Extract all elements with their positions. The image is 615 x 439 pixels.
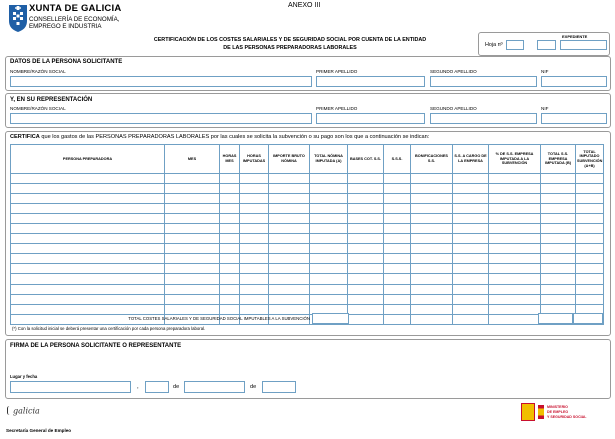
table-cell-input[interactable] (269, 284, 310, 294)
conselleria-line2: EMPREGO E INDUSTRIA (29, 23, 102, 30)
table-cell-input[interactable] (165, 254, 220, 264)
table-cell-input[interactable] (576, 254, 604, 264)
table-cell-input[interactable] (453, 234, 489, 244)
table-cell-input[interactable] (348, 254, 384, 264)
table-cell-input[interactable] (384, 294, 411, 304)
secretaria-label: Secretaría General de Empleo (6, 428, 72, 433)
representante-nif-input[interactable] (541, 113, 607, 124)
table-cell-input[interactable] (310, 194, 348, 204)
table-cell-input[interactable] (411, 254, 453, 264)
table-cell-input[interactable] (165, 214, 220, 224)
table-cell-input[interactable] (453, 254, 489, 264)
col-horas-mes: HORAS MES (220, 145, 240, 174)
col-total-imputado: TOTAL IMPUTADO SUBVENCIÓN (A+B) (576, 145, 604, 174)
table-row (11, 304, 604, 314)
table-cell-input[interactable] (453, 184, 489, 194)
costes-table (10, 144, 604, 325)
table-cell-input[interactable] (489, 264, 541, 274)
expediente-label: EXPEDIENTE (562, 34, 588, 39)
table-cell-input[interactable] (453, 204, 489, 214)
representante-apellido1-label: PRIMER APELLIDO (316, 106, 358, 111)
table-cell-input[interactable] (453, 174, 489, 184)
table-cell-input[interactable] (384, 224, 411, 234)
table-cell-input[interactable] (411, 284, 453, 294)
table-cell-input[interactable] (240, 184, 269, 194)
solicitante-heading: DATOS DE LA PERSONA SOLICITANTE (10, 59, 123, 65)
table-cell-input[interactable] (348, 214, 384, 224)
table-cell-input[interactable] (269, 244, 310, 254)
table-cell-input[interactable] (384, 254, 411, 264)
table-cell-input[interactable] (384, 234, 411, 244)
hoja-label: Hoja nº (485, 42, 503, 48)
table-cell-input[interactable] (541, 184, 576, 194)
table-cell-input[interactable] (11, 204, 165, 214)
table-cell-input[interactable] (384, 184, 411, 194)
col-ss-cargo-empresa: S.S. A CARGO DE LA EMPRESA (453, 145, 489, 174)
ministerio-line3: Y SEGURIDAD SOCIAL (547, 415, 587, 419)
table-cell-input[interactable] (411, 224, 453, 234)
table-cell-input[interactable] (165, 204, 220, 214)
solicitante-apellido2-label: SEGUNDO APELLIDO (430, 69, 477, 74)
form-title-line1: CERTIFICACIÓN DE LOS COSTES SALARIALES Y DE SEGURIDAD SOCIAL POR CUENTA DE LA ENTIDAD (153, 37, 427, 43)
total-imputado-input[interactable] (573, 313, 603, 324)
table-cell-input[interactable] (240, 174, 269, 184)
solicitante-nif-label: NIF (541, 69, 549, 74)
table-cell-input[interactable] (11, 264, 165, 274)
table-cell-input[interactable] (384, 264, 411, 274)
table-cell-input[interactable] (310, 204, 348, 214)
total-ss-empresa-input[interactable] (538, 313, 573, 324)
table-cell-input[interactable] (220, 184, 240, 194)
hoja-of-input[interactable] (537, 40, 556, 50)
table-cell-input[interactable] (11, 214, 165, 224)
table-cell-input[interactable] (11, 184, 165, 194)
table-cell-input[interactable] (384, 174, 411, 184)
table-cell-input[interactable] (240, 204, 269, 214)
table-cell-input[interactable] (165, 184, 220, 194)
table-cell-input[interactable] (489, 304, 541, 314)
table-cell-input[interactable] (11, 224, 165, 234)
table-cell-input[interactable] (411, 244, 453, 254)
table-cell-input[interactable] (489, 244, 541, 254)
table-cell-input[interactable] (541, 194, 576, 204)
table-cell-input[interactable] (541, 174, 576, 184)
table-cell-input[interactable] (576, 294, 604, 304)
table-cell-input[interactable] (576, 224, 604, 234)
table-cell-input[interactable] (348, 184, 384, 194)
table-row (11, 254, 604, 264)
table-cell-input[interactable] (348, 284, 384, 294)
table-cell-input[interactable] (240, 194, 269, 204)
table-cell-input[interactable] (11, 244, 165, 254)
table-cell-input[interactable] (165, 274, 220, 284)
col-total-nomina: TOTAL NÓMINA IMPUTADA (A) (310, 145, 348, 174)
table-cell-input[interactable] (348, 234, 384, 244)
table-cell-input[interactable] (489, 204, 541, 214)
table-cell-input[interactable] (165, 224, 220, 234)
table-cell-input[interactable] (576, 214, 604, 224)
table-cell-input[interactable] (165, 194, 220, 204)
representante-heading: Y, EN SU REPRESENTACIÓN (10, 97, 93, 103)
table-cell-input[interactable] (541, 244, 576, 254)
table-cell-input[interactable] (220, 194, 240, 204)
table-cell-input[interactable] (541, 214, 576, 224)
lugar-fecha-label: Lugar y fecha (10, 374, 38, 379)
table-cell-input[interactable] (489, 224, 541, 234)
col-bases-cot: BASES COT. S.S. (348, 145, 384, 174)
table-cell-input[interactable] (11, 284, 165, 294)
table-cell-input[interactable] (489, 284, 541, 294)
col-mes: MES (165, 145, 220, 174)
fecha-de-label-2: de (250, 384, 257, 390)
table-cell-input[interactable] (384, 204, 411, 214)
galicia-logo-text: galicia (13, 406, 40, 416)
form-title-line2: DE LAS PERSONAS PREPARADORAS LABORALES (223, 45, 357, 51)
table-cell-input[interactable] (310, 184, 348, 194)
table-cell-input[interactable] (411, 204, 453, 214)
table-cell-input[interactable] (453, 304, 489, 314)
solicitante-apellido2-input[interactable] (430, 76, 537, 87)
table-row (11, 224, 604, 234)
table-cell-input[interactable] (220, 244, 240, 254)
costes-table-body (11, 174, 604, 325)
table-cell-input[interactable] (576, 234, 604, 244)
table-cell-input[interactable] (220, 304, 240, 314)
table-cell-input[interactable] (240, 294, 269, 304)
table-cell-input[interactable] (165, 244, 220, 254)
table-cell-input[interactable] (541, 294, 576, 304)
mes-input[interactable] (184, 381, 245, 393)
col-sss: S.S.S. (384, 145, 411, 174)
table-cell-input[interactable] (384, 314, 411, 324)
table-row (11, 194, 604, 204)
table-cell-input[interactable] (348, 314, 384, 324)
table-cell-input[interactable] (310, 264, 348, 274)
lugar-comma: , (137, 384, 139, 390)
certifica-lead: CERTIFICA (10, 134, 40, 140)
table-cell-input[interactable] (576, 284, 604, 294)
table-cell-input[interactable] (310, 254, 348, 264)
table-cell-input[interactable] (348, 304, 384, 314)
table-cell-input[interactable] (220, 234, 240, 244)
table-row (11, 244, 604, 254)
representante-apellido2-label: SEGUNDO APELLIDO (430, 106, 477, 111)
table-cell-input[interactable] (453, 224, 489, 234)
table-cell-input[interactable] (11, 194, 165, 204)
table-cell-input[interactable] (384, 194, 411, 204)
anio-input[interactable] (262, 381, 296, 393)
xunta-logo-text: XUNTA DE GALICIA (29, 3, 122, 14)
dia-input[interactable] (145, 381, 169, 393)
table-cell-input[interactable] (348, 194, 384, 204)
col-horas-imputadas: HORAS IMPUTADAS (240, 145, 269, 174)
representante-nombre-label: NOMBRE/RAZÓN SOCIAL (10, 106, 66, 111)
table-cell-input[interactable] (489, 184, 541, 194)
table-cell-input[interactable] (453, 274, 489, 284)
table-cell-input[interactable] (165, 264, 220, 274)
anexo-label: ANEXO III (288, 2, 321, 9)
table-cell-input[interactable] (11, 174, 165, 184)
table-cell-input[interactable] (411, 184, 453, 194)
table-cell-input[interactable] (269, 224, 310, 234)
table-cell-input[interactable] (240, 264, 269, 274)
table-row (11, 274, 604, 284)
fecha-de-label-1: de (173, 384, 180, 390)
table-cell-input[interactable] (220, 204, 240, 214)
table-cell-input[interactable] (348, 174, 384, 184)
table-cell-input[interactable] (576, 204, 604, 214)
table-cell-input[interactable] (489, 254, 541, 264)
table-row (11, 184, 604, 194)
table-cell-input[interactable] (220, 214, 240, 224)
solicitante-nombre-input[interactable] (10, 76, 312, 87)
col-total-ss-empresa: TOTAL S.S. EMPRESA IMPUTADA (B) (541, 145, 576, 174)
table-cell-input[interactable] (348, 274, 384, 284)
table-cell-input[interactable] (269, 184, 310, 194)
table-cell-input[interactable] (489, 174, 541, 184)
table-cell-input[interactable] (269, 204, 310, 214)
table-cell-input[interactable] (411, 214, 453, 224)
table-cell-input[interactable] (269, 174, 310, 184)
table-cell-input[interactable] (384, 284, 411, 294)
table-cell-input[interactable] (541, 264, 576, 274)
table-cell-input[interactable] (384, 274, 411, 284)
table-cell-input[interactable] (384, 244, 411, 254)
table-header-row (11, 145, 604, 174)
table-cell-input[interactable] (269, 294, 310, 304)
table-cell-input[interactable] (411, 304, 453, 314)
table-cell-input[interactable] (489, 234, 541, 244)
table-cell-input[interactable] (11, 234, 165, 244)
table-cell-input[interactable] (310, 214, 348, 224)
table-cell-input[interactable] (576, 184, 604, 194)
table-cell-input[interactable] (220, 224, 240, 234)
representante-apellido1-input[interactable] (316, 113, 425, 124)
table-cell-input[interactable] (220, 284, 240, 294)
table-cell-input[interactable] (489, 314, 541, 324)
solicitante-apellido1-label: PRIMER APELLIDO (316, 69, 358, 74)
table-cell-input[interactable] (348, 204, 384, 214)
representante-nif-label: NIF (541, 106, 549, 111)
table-cell-input[interactable] (269, 274, 310, 284)
hoja-number-input[interactable] (506, 40, 524, 50)
table-cell-input[interactable] (576, 174, 604, 184)
table-row (11, 204, 604, 214)
table-cell-input[interactable] (384, 214, 411, 224)
table-cell-input[interactable] (165, 234, 220, 244)
table-cell-input[interactable] (453, 214, 489, 224)
table-cell-input[interactable] (541, 224, 576, 234)
table-cell-input[interactable] (220, 274, 240, 284)
table-cell-input[interactable] (11, 304, 165, 314)
table-cell-input[interactable] (240, 234, 269, 244)
ministerio-line1: MINISTERIO (547, 405, 568, 409)
lugar-input[interactable] (10, 381, 131, 393)
galicia-logo (7, 402, 40, 420)
table-cell-input[interactable] (348, 244, 384, 254)
table-cell-input[interactable] (541, 284, 576, 294)
table-cell-input[interactable] (269, 254, 310, 264)
table-cell-input[interactable] (489, 294, 541, 304)
table-cell-input[interactable] (453, 314, 489, 324)
solicitante-nombre-label: NOMBRE/RAZÓN SOCIAL (10, 69, 66, 74)
table-cell-input[interactable] (576, 274, 604, 284)
table-cell-input[interactable] (411, 294, 453, 304)
table-cell-input[interactable] (310, 224, 348, 234)
table-cell-input[interactable] (310, 234, 348, 244)
table-cell-input[interactable] (576, 244, 604, 254)
table-row (11, 234, 604, 244)
table-cell-input[interactable] (541, 234, 576, 244)
table-cell-input[interactable] (489, 214, 541, 224)
table-cell-input[interactable] (489, 274, 541, 284)
table-cell-input[interactable] (11, 294, 165, 304)
certifica-statement (10, 134, 429, 140)
firma-heading: FIRMA DE LA PERSONA SOLICITANTE O REPRESENTANTE (10, 343, 182, 349)
table-row (11, 264, 604, 274)
xunta-logo (7, 3, 29, 33)
table-row (11, 294, 604, 304)
table-cell-input[interactable] (310, 274, 348, 284)
table-cell-input[interactable] (240, 304, 269, 314)
table-cell-input[interactable] (411, 174, 453, 184)
table-cell-input[interactable] (269, 214, 310, 224)
expediente-input[interactable] (560, 40, 607, 50)
table-cell-input[interactable] (310, 174, 348, 184)
table-cell-input[interactable] (576, 194, 604, 204)
solicitante-nif-input[interactable] (541, 76, 607, 87)
col-persona-preparadora: PERSONA PREPARADORA (11, 145, 165, 174)
ministerio-logo (519, 401, 603, 423)
table-cell-input[interactable] (269, 194, 310, 204)
table-cell-input[interactable] (240, 274, 269, 284)
table-cell-input[interactable] (453, 194, 489, 204)
representante-apellido2-input[interactable] (430, 113, 537, 124)
table-cell-input[interactable] (541, 274, 576, 284)
table-cell-input[interactable] (384, 304, 411, 314)
col-bonificaciones: BONIFICACIONES S.S. (411, 145, 453, 174)
table-cell-input[interactable] (453, 284, 489, 294)
galicia-swirl-icon (7, 406, 12, 415)
table-cell-input[interactable] (165, 294, 220, 304)
certifica-footnote: (*) Con la solicitud inicial se deberá presentar una certificación por cada persona preparadora laboral. (12, 326, 206, 331)
col-porcentaje-ss: % DE S.S. EMPRESA IMPUTADA A LA SUBVENCIÓN (489, 145, 541, 174)
table-cell-input[interactable] (453, 264, 489, 274)
table-cell-input[interactable] (411, 274, 453, 284)
table-cell-input[interactable] (411, 194, 453, 204)
table-cell-input[interactable] (411, 264, 453, 274)
table-cell-input[interactable] (165, 174, 220, 184)
table-cell-input[interactable] (220, 254, 240, 264)
spain-flag-icon (538, 405, 544, 419)
total-costes-label: TOTAL COSTES SALARIALES Y DE SEGURIDAD SOCIAL IMPUTABLES A LA SUBVENCIÓN (128, 316, 310, 321)
table-cell-input[interactable] (453, 294, 489, 304)
table-cell-input[interactable] (165, 284, 220, 294)
ministerio-line2: DE EMPLEO (547, 410, 569, 414)
table-cell-input[interactable] (310, 244, 348, 254)
table-cell-input[interactable] (310, 284, 348, 294)
table-cell-input[interactable] (240, 214, 269, 224)
table-cell-input[interactable] (576, 264, 604, 274)
table-cell-input[interactable] (240, 284, 269, 294)
table-cell-input[interactable] (269, 264, 310, 274)
table-row (11, 284, 604, 294)
spain-coat-of-arms-icon (521, 403, 535, 421)
table-cell-input[interactable] (411, 314, 453, 324)
table-cell-input[interactable] (411, 234, 453, 244)
solicitante-apellido1-input[interactable] (316, 76, 425, 87)
table-cell-input[interactable] (489, 194, 541, 204)
table-row (11, 214, 604, 224)
table-cell-input[interactable] (165, 304, 220, 314)
table-cell-input[interactable] (11, 254, 165, 264)
representante-nombre-input[interactable] (10, 113, 312, 124)
table-cell-input[interactable] (348, 294, 384, 304)
table-cell-input[interactable] (220, 174, 240, 184)
table-cell-input[interactable] (310, 294, 348, 304)
table-cell-input[interactable] (541, 204, 576, 214)
table-cell-input[interactable] (240, 224, 269, 234)
table-cell-input[interactable] (220, 294, 240, 304)
table-row (11, 174, 604, 184)
col-importe-bruto: IMPORTE BRUTO NÓMINA (269, 145, 310, 174)
table-cell-input[interactable] (453, 244, 489, 254)
table-cell-input[interactable] (240, 244, 269, 254)
xunta-shield-icon (7, 3, 29, 33)
table-cell-input[interactable] (541, 254, 576, 264)
table-cell-input[interactable] (348, 264, 384, 274)
total-nomina-imputada-input[interactable] (312, 313, 349, 324)
table-cell-input[interactable] (11, 274, 165, 284)
table-cell-input[interactable] (348, 224, 384, 234)
table-cell-input[interactable] (220, 264, 240, 274)
certifica-text: que los gastos de las PERSONAS PREPARADORAS LABORALES por las cuales se solicita la subvención o su pago son los que a continuación se indican: (39, 134, 430, 140)
table-cell-input[interactable] (269, 304, 310, 314)
table-cell-input[interactable] (269, 234, 310, 244)
conselleria-line1: CONSELLERÍA DE ECONOMÍA, (29, 16, 120, 23)
table-cell-input[interactable] (240, 254, 269, 264)
